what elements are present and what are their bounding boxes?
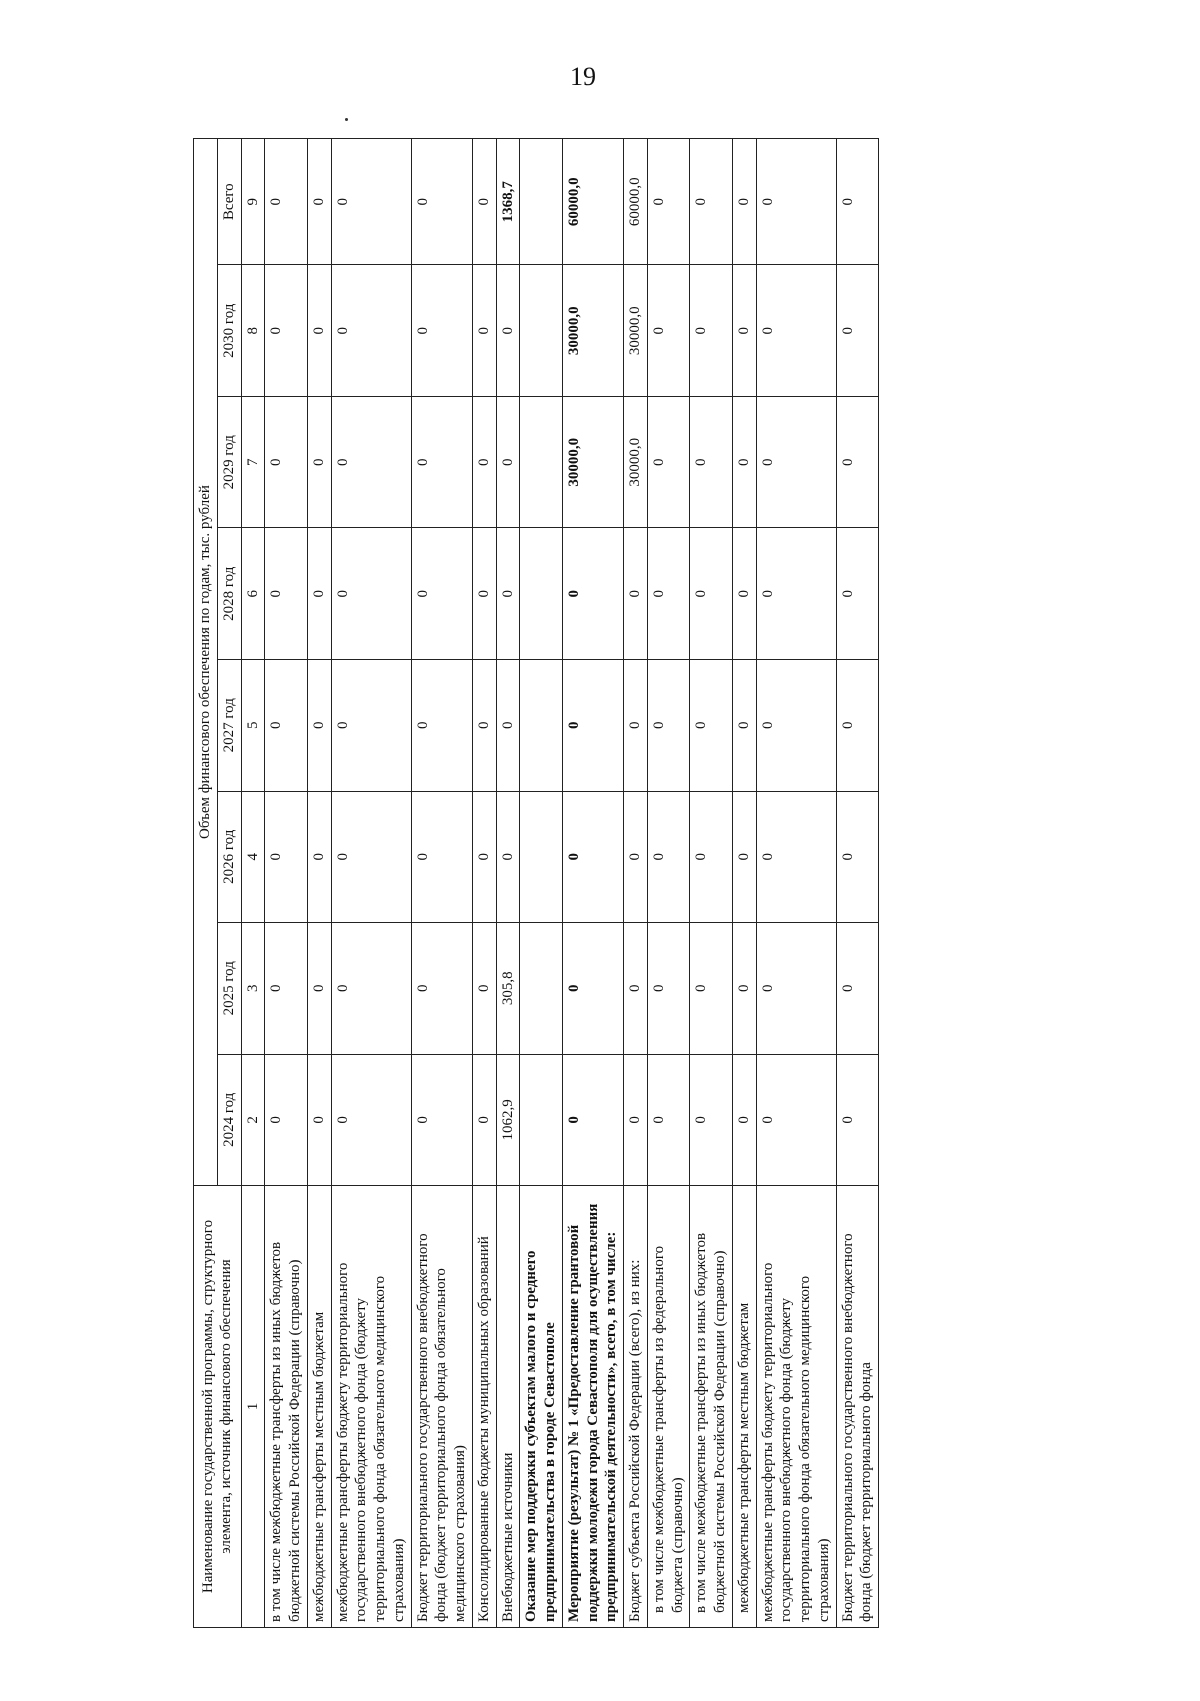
table-row [331, 139, 411, 1628]
value-cell [520, 396, 563, 528]
value-cell: 0 [690, 923, 733, 1055]
row-label: Бюджет территориального государственного внебюджетного фонда (бюджет территориального фонда обязательного медицинского страхования) [411, 1186, 472, 1628]
value-cell: 0 [562, 1054, 623, 1186]
value-cell: 0 [732, 660, 756, 792]
value-cell: 0 [411, 660, 472, 792]
value-cell: 0 [647, 139, 690, 265]
value-cell: 0 [732, 265, 756, 397]
value-cell: 0 [472, 660, 496, 792]
value-cell: 0 [647, 528, 690, 660]
value-cell: 0 [331, 660, 411, 792]
volume-group-header: Объем финансового обеспечения по годам, тыс. рублей [194, 139, 218, 1186]
index-cell: 7 [241, 396, 265, 528]
value-cell: 0 [562, 660, 623, 792]
year-header: 2029 год [217, 396, 241, 528]
value-cell: 0 [496, 528, 520, 660]
value-cell [520, 139, 563, 265]
value-cell: 0 [836, 139, 879, 265]
value-cell: 0 [331, 1054, 411, 1186]
value-cell: 0 [836, 396, 879, 528]
value-cell: 0 [496, 660, 520, 792]
value-cell: 0 [624, 660, 648, 792]
value-cell: 0 [265, 265, 308, 397]
value-cell: 0 [307, 1054, 331, 1186]
year-header: 2025 год [217, 923, 241, 1055]
row-label: в том числе межбюджетные трансферты из федерального бюджета (справочно) [647, 1186, 690, 1628]
scan-speck [345, 118, 348, 121]
value-cell: 0 [756, 791, 836, 923]
value-cell: 0 [331, 923, 411, 1055]
row-label: межбюджетные трансферты местным бюджетам [307, 1186, 331, 1628]
value-cell: 0 [690, 396, 733, 528]
row-label: межбюджетные трансферты бюджету территориального государственного внебюджетного фонда (бюджету территориального фонда обязательного медицинского страхования) [756, 1186, 836, 1628]
row-label: Внебюджетные источники [496, 1186, 520, 1628]
row-label: в том числе межбюджетные трансферты из иных бюджетов бюджетной системы Российской Федерации (справочно) [690, 1186, 733, 1628]
row-label: межбюджетные трансферты местным бюджетам [732, 1186, 756, 1628]
value-cell [520, 923, 563, 1055]
value-cell: 0 [647, 265, 690, 397]
value-cell: 0 [562, 528, 623, 660]
value-cell: 0 [307, 396, 331, 528]
value-cell: 0 [836, 265, 879, 397]
value-cell: 0 [836, 923, 879, 1055]
value-cell: 0 [756, 528, 836, 660]
value-cell: 0 [690, 139, 733, 265]
rotated-table-canvas [193, 138, 1118, 1628]
value-cell: 30000,0 [562, 396, 623, 528]
value-cell: 0 [411, 265, 472, 397]
value-cell: 0 [307, 528, 331, 660]
value-cell: 0 [496, 396, 520, 528]
financing-table [193, 138, 879, 1628]
index-cell: 2 [241, 1054, 265, 1186]
table-row [562, 139, 623, 1628]
value-cell: 0 [411, 923, 472, 1055]
value-cell: 0 [690, 1054, 733, 1186]
value-cell: 0 [331, 265, 411, 397]
value-cell: 0 [411, 791, 472, 923]
index-cell: 8 [241, 265, 265, 397]
row-label: Бюджет субъекта Российской Федерации (всего), из них: [624, 1186, 648, 1628]
value-cell: 0 [307, 660, 331, 792]
value-cell [520, 528, 563, 660]
index-cell: 1 [241, 1186, 265, 1628]
value-cell: 0 [472, 923, 496, 1055]
page-number: 19 [570, 62, 596, 91]
value-cell: 0 [331, 528, 411, 660]
value-cell: 0 [732, 923, 756, 1055]
year-header: 2028 год [217, 528, 241, 660]
value-cell: 0 [265, 923, 308, 1055]
index-cell: 6 [241, 528, 265, 660]
value-cell [520, 660, 563, 792]
index-row [241, 139, 265, 1628]
value-cell: 0 [411, 528, 472, 660]
table-row [411, 139, 472, 1628]
value-cell: 0 [411, 396, 472, 528]
value-cell: 0 [624, 791, 648, 923]
value-cell: 0 [265, 139, 308, 265]
value-cell: 0 [472, 791, 496, 923]
year-header: 2027 год [217, 660, 241, 792]
value-cell: 0 [732, 396, 756, 528]
value-cell: 0 [732, 528, 756, 660]
value-cell: 1062,9 [496, 1054, 520, 1186]
table-row [307, 139, 331, 1628]
value-cell: 0 [732, 1054, 756, 1186]
value-cell: 0 [265, 791, 308, 923]
row-label: Бюджет территориального государственного внебюджетного фонда (бюджет территориального фонда [836, 1186, 879, 1628]
value-cell: 0 [756, 265, 836, 397]
value-cell: 0 [472, 528, 496, 660]
value-cell: 60000,0 [562, 139, 623, 265]
table-row [690, 139, 733, 1628]
value-cell: 0 [472, 1054, 496, 1186]
value-cell: 0 [690, 791, 733, 923]
row-label: межбюджетные трансферты бюджету территориального государственного внебюджетного фонда (бюджету территориального фонда обязательного медицинского страхования) [331, 1186, 411, 1628]
value-cell: 30000,0 [624, 265, 648, 397]
value-cell: 0 [647, 396, 690, 528]
index-cell: 4 [241, 791, 265, 923]
value-cell: 0 [836, 1054, 879, 1186]
total-header: Всего [217, 139, 241, 265]
table-row [520, 139, 563, 1628]
value-cell: 0 [624, 1054, 648, 1186]
index-cell: 9 [241, 139, 265, 265]
value-cell: 0 [647, 1054, 690, 1186]
rotated-table-region [193, 138, 1118, 1628]
header-row-1 [194, 139, 218, 1628]
value-cell [520, 265, 563, 397]
value-cell: 0 [690, 528, 733, 660]
value-cell: 0 [690, 265, 733, 397]
value-cell: 0 [562, 791, 623, 923]
value-cell: 0 [836, 528, 879, 660]
value-cell: 0 [472, 396, 496, 528]
table-row [496, 139, 520, 1628]
value-cell: 0 [690, 660, 733, 792]
value-cell: 0 [331, 139, 411, 265]
value-cell: 0 [836, 791, 879, 923]
table-row [732, 139, 756, 1628]
value-cell: 0 [265, 528, 308, 660]
value-cell: 0 [307, 265, 331, 397]
value-cell: 0 [732, 139, 756, 265]
index-cell: 3 [241, 923, 265, 1055]
value-cell: 0 [472, 265, 496, 397]
value-cell: 0 [307, 923, 331, 1055]
table-row [647, 139, 690, 1628]
table-body [265, 139, 879, 1628]
row-label: Мероприятие (результат) № 1 «Предоставление грантовой поддержки молодежи города Севастополя для осуществления предпринимательской деятельности», всего, в том числе: [562, 1186, 623, 1628]
value-cell: 1368,7 [496, 139, 520, 265]
value-cell: 0 [331, 396, 411, 528]
table-row [472, 139, 496, 1628]
table-row [756, 139, 836, 1628]
value-cell: 0 [496, 265, 520, 397]
table-row [265, 139, 308, 1628]
value-cell: 0 [624, 923, 648, 1055]
value-cell: 0 [647, 923, 690, 1055]
value-cell: 0 [265, 396, 308, 528]
value-cell: 0 [562, 923, 623, 1055]
table-row [836, 139, 879, 1628]
value-cell: 30000,0 [624, 396, 648, 528]
year-header: 2024 год [217, 1054, 241, 1186]
value-cell: 60000,0 [624, 139, 648, 265]
value-cell: 0 [756, 396, 836, 528]
value-cell: 0 [411, 1054, 472, 1186]
value-cell: 0 [647, 660, 690, 792]
value-cell: 0 [331, 791, 411, 923]
value-cell: 305,8 [496, 923, 520, 1055]
value-cell: 0 [732, 791, 756, 923]
value-cell [520, 791, 563, 923]
table-row [624, 139, 648, 1628]
index-cell: 5 [241, 660, 265, 792]
value-cell: 0 [265, 660, 308, 792]
value-cell: 0 [836, 660, 879, 792]
row-label: Консолидированные бюджеты муниципальных образований [472, 1186, 496, 1628]
value-cell: 0 [307, 139, 331, 265]
value-cell: 0 [647, 791, 690, 923]
row-label: в том числе межбюджетные трансферты из иных бюджетов бюджетной системы Российской Федерации (справочно) [265, 1186, 308, 1628]
value-cell: 0 [411, 139, 472, 265]
value-cell: 0 [756, 1054, 836, 1186]
value-cell: 0 [756, 660, 836, 792]
year-header: 2026 год [217, 791, 241, 923]
row-label: Оказание мер поддержки субъектам малого и среднего предпринимательства в городе Севастополе [520, 1186, 563, 1628]
value-cell: 0 [307, 791, 331, 923]
year-header: 2030 год [217, 265, 241, 397]
value-cell: 0 [265, 1054, 308, 1186]
value-cell: 0 [756, 139, 836, 265]
value-cell: 0 [624, 528, 648, 660]
name-column-header: Наименование государственной программы, структурного элемента, источник финансового обеспечения [194, 1186, 242, 1628]
value-cell: 0 [496, 791, 520, 923]
value-cell: 0 [472, 139, 496, 265]
value-cell: 0 [756, 923, 836, 1055]
value-cell: 30000,0 [562, 265, 623, 397]
value-cell [520, 1054, 563, 1186]
